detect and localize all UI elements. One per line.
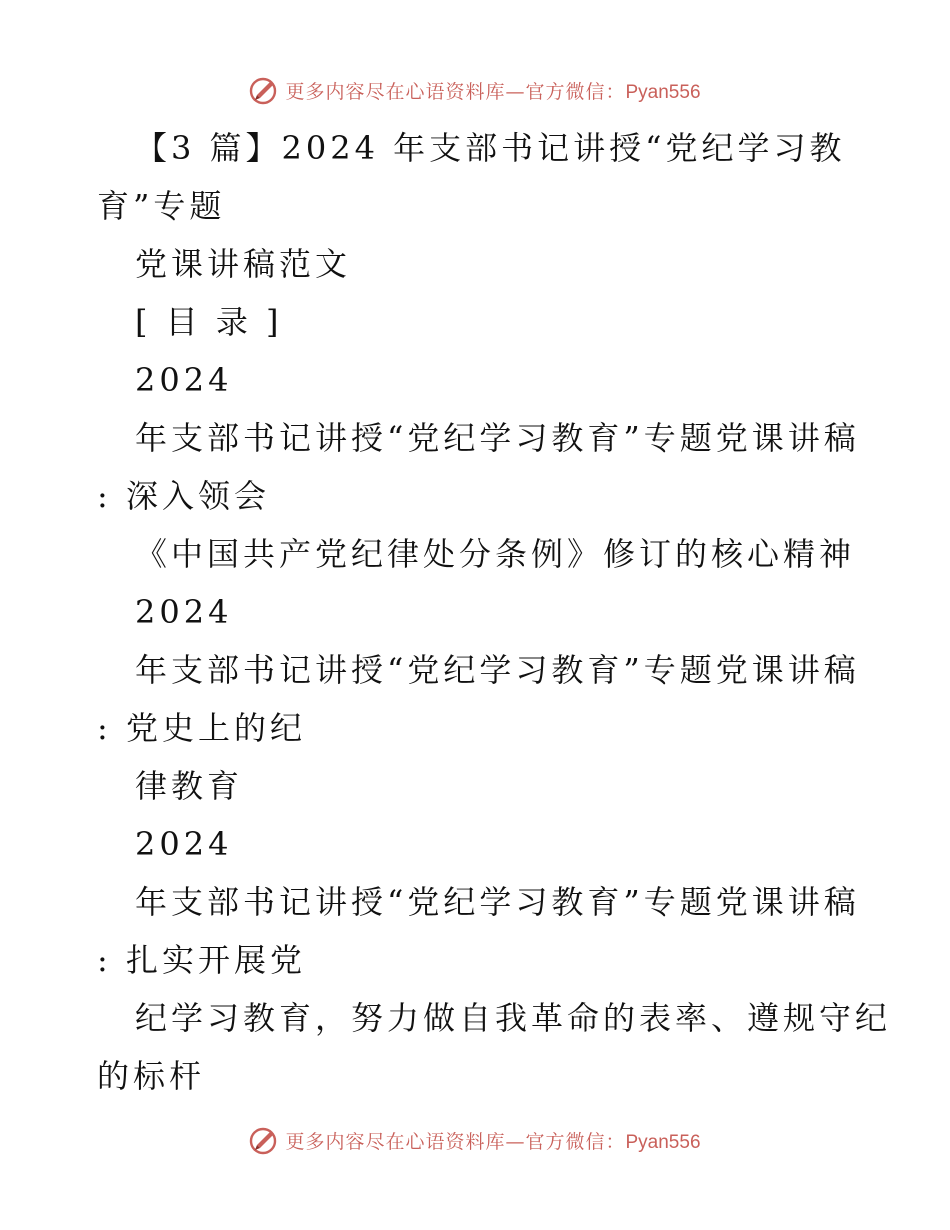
toc-heading: [ 目 录 ] — [135, 303, 283, 341]
toc-entry-3-line-3: 纪学习教育，努力做自我革命的表率、遵规守纪 — [135, 999, 892, 1037]
red-pen-circle-icon — [249, 75, 279, 105]
toc-entry-2-year: 2024 — [135, 593, 233, 631]
toc-entry-2-line-3: 律教育 — [135, 767, 244, 805]
red-pen-circle-icon — [249, 1125, 279, 1155]
title-line-1: 【3 篇】2024 年支部书记讲授“党纪学习教 — [135, 129, 846, 167]
footer-banner — [0, 1120, 950, 1160]
toc-entry-3-year: 2024 — [135, 825, 233, 863]
toc-entry-1-line-1: 年支部书记讲授“党纪学习教育”专题党课讲稿 — [135, 419, 860, 457]
toc-entry-3-line-1: 年支部书记讲授“党纪学习教育”专题党课讲稿 — [135, 883, 860, 921]
toc-entry-1-line-2: : 深入领会 — [97, 477, 270, 515]
toc-entry-1-year: 2024 — [135, 361, 233, 399]
banner-text — [285, 1127, 700, 1154]
banner-label: 更多内容尽在心语资料库—官方微信： — [285, 80, 626, 103]
wechat-id: Pyan556 — [625, 81, 701, 103]
header-banner — [0, 70, 950, 110]
toc-entry-3-line-4: 的标杆 — [97, 1057, 206, 1095]
banner-text — [285, 77, 700, 104]
wechat-id: Pyan556 — [625, 1131, 701, 1153]
banner-label: 更多内容尽在心语资料库—官方微信： — [285, 1130, 626, 1153]
toc-entry-2-line-1: 年支部书记讲授“党纪学习教育”专题党课讲稿 — [135, 651, 860, 689]
title-line-2: 育”专题 — [97, 187, 226, 225]
toc-entry-1-line-3: 《中国共产党纪律处分条例》修订的核心精神 — [135, 535, 856, 573]
title-line-3: 党课讲稿范文 — [135, 245, 352, 283]
toc-entry-2-line-2: : 党史上的纪 — [97, 709, 306, 747]
toc-entry-3-line-2: : 扎实开展党 — [97, 941, 306, 979]
